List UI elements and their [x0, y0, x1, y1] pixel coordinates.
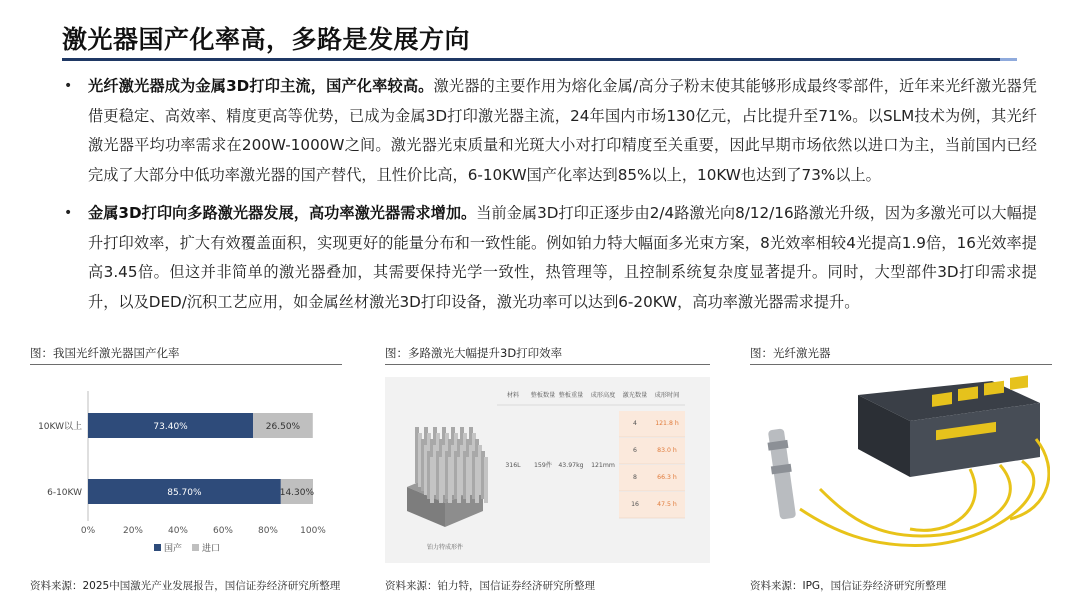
table-cell: 316L — [505, 462, 521, 469]
page-title: 激光器国产化率高，多路是发展方向 — [62, 25, 471, 54]
table-laser-count: 6 — [633, 447, 637, 454]
localization-rate-chart — [30, 371, 342, 571]
chart-panel-title: 图：我国光纤激光器国产化率 — [30, 341, 342, 365]
x-tick-label: 80% — [257, 526, 279, 536]
chart-panel — [30, 341, 342, 593]
y-tick-label: 6-10KW — [47, 488, 82, 498]
efficiency-panel-source: 资料来源：铂力特，国信证券经济研究所整理 — [385, 580, 595, 592]
x-tick-label: 20% — [122, 526, 144, 536]
table-header-cell: 整板数量 — [530, 392, 556, 399]
bar-label-domestic: 85.70% — [167, 488, 202, 498]
table-cell: 121mm — [591, 462, 615, 469]
x-tick-label: 40% — [167, 526, 189, 536]
table-cell: 43.97kg — [558, 462, 584, 469]
bullet-2-text: 当前金属3D打印正逐步由2/4路激光向8/12/16路激光升级，因为多激光可以大幅提升打印效率，扩大有效覆盖面积，实现更好的能量分布和一致性能。例如铂力特大幅面多光束方案，8光效率相较4光提高1.9倍，16光效率提高3.45倍。但这并非简单的激光器叠加，其需要保持光学一致性，热管理等，且控制系统复杂度显著提升。同时，大型部件3D打印需求提升，以及DED/沉积工艺应用，如金属丝材激光3D打印设备，激光功率可以达到6-20KW，高功率激光器需求提升。 — [88, 204, 1037, 311]
bullet-dot-icon: • — [64, 78, 73, 94]
table-cell: 159件 — [534, 462, 552, 469]
title-divider-accent — [1000, 58, 1017, 61]
table-forming-time: 121.8 h — [655, 420, 679, 427]
bullet-list — [62, 72, 1037, 317]
bullet-paragraph-1 — [62, 72, 1037, 190]
bullet-1-text: 激光器的主要作用为熔化金属/高分子粉末使其能够形成最终零部件，近年来光纤激光器凭借更稳定、高效率、精度更高等优势，已成为金属3D打印激光器主流，24年国内市场130亿元，占比提升至71%。以SLM技术为例，其光纤激光器平均功率需求在200W-1000W之间。激光器光束质量和光斑大小对打印精度至关重要，因此早期市场依然以进口为主，当前国内已经完成了大部分中低功率激光器的国产替代，且性价比高，6-10KW国产化率达到85%以上，10KW也达到了73%以上。 — [88, 77, 1037, 184]
bullet-1-heading: 光纤激光器成为金属3D打印主流，国产化率较高。 — [88, 77, 434, 95]
table-header-cell: 成形时间 — [654, 392, 680, 399]
bar-label-import: 26.50% — [265, 422, 301, 432]
table-forming-time: 83.0 h — [657, 447, 677, 454]
laser-panel — [750, 341, 1052, 593]
bullet-dot-icon: • — [64, 205, 73, 221]
table-header-cell: 激光数量 — [622, 392, 648, 399]
bullet-2-heading: 金属3D打印向多路激光器发展，高功率激光器需求增加。 — [88, 204, 477, 222]
table-laser-count: 4 — [633, 420, 637, 427]
bar-label-import: 14.30% — [279, 488, 315, 498]
efficiency-panel-title: 图：多路激光大幅提升3D打印效率 — [385, 341, 710, 365]
table-forming-time: 66.3 h — [657, 474, 677, 481]
laser-head-icon — [768, 428, 797, 519]
table-header-cell: 整板重量 — [558, 392, 584, 399]
table-header-cell: 材料 — [506, 392, 520, 399]
chart-panel-source: 资料来源：2025中国激光产业发展报告，国信证券经济研究所整理 — [30, 580, 341, 592]
efficiency-table-graphic — [385, 377, 710, 563]
table-laser-count: 16 — [631, 501, 639, 508]
legend-swatch-import — [192, 544, 199, 551]
legend-label-domestic: 国产 — [164, 544, 183, 554]
efficiency-panel — [385, 341, 710, 593]
fiber-laser-image — [760, 369, 1050, 561]
bullet-paragraph-2 — [62, 199, 1037, 317]
title-divider — [62, 58, 1017, 61]
x-tick-label: 60% — [212, 526, 234, 536]
printed-part-icon — [407, 427, 488, 527]
laser-panel-source: 资料来源：IPG，国信证券经济研究所整理 — [750, 580, 947, 592]
part-caption: 铂力特成形件 — [426, 544, 464, 551]
x-tick-label: 100% — [300, 526, 326, 536]
legend-label-import: 进口 — [202, 544, 221, 554]
laser-panel-title: 图：光纤激光器 — [750, 341, 1052, 365]
legend-swatch-domestic — [154, 544, 161, 551]
efficiency-image — [385, 377, 710, 563]
table-laser-count: 8 — [633, 474, 637, 481]
x-tick-label: 0% — [80, 526, 96, 536]
bar-label-domestic: 73.40% — [153, 422, 188, 432]
table-header-cell: 成形高度 — [590, 392, 616, 399]
table-forming-time: 47.5 h — [657, 501, 677, 508]
y-tick-label: 10KW以上 — [38, 422, 82, 432]
laser-unit-icon — [858, 375, 1040, 477]
